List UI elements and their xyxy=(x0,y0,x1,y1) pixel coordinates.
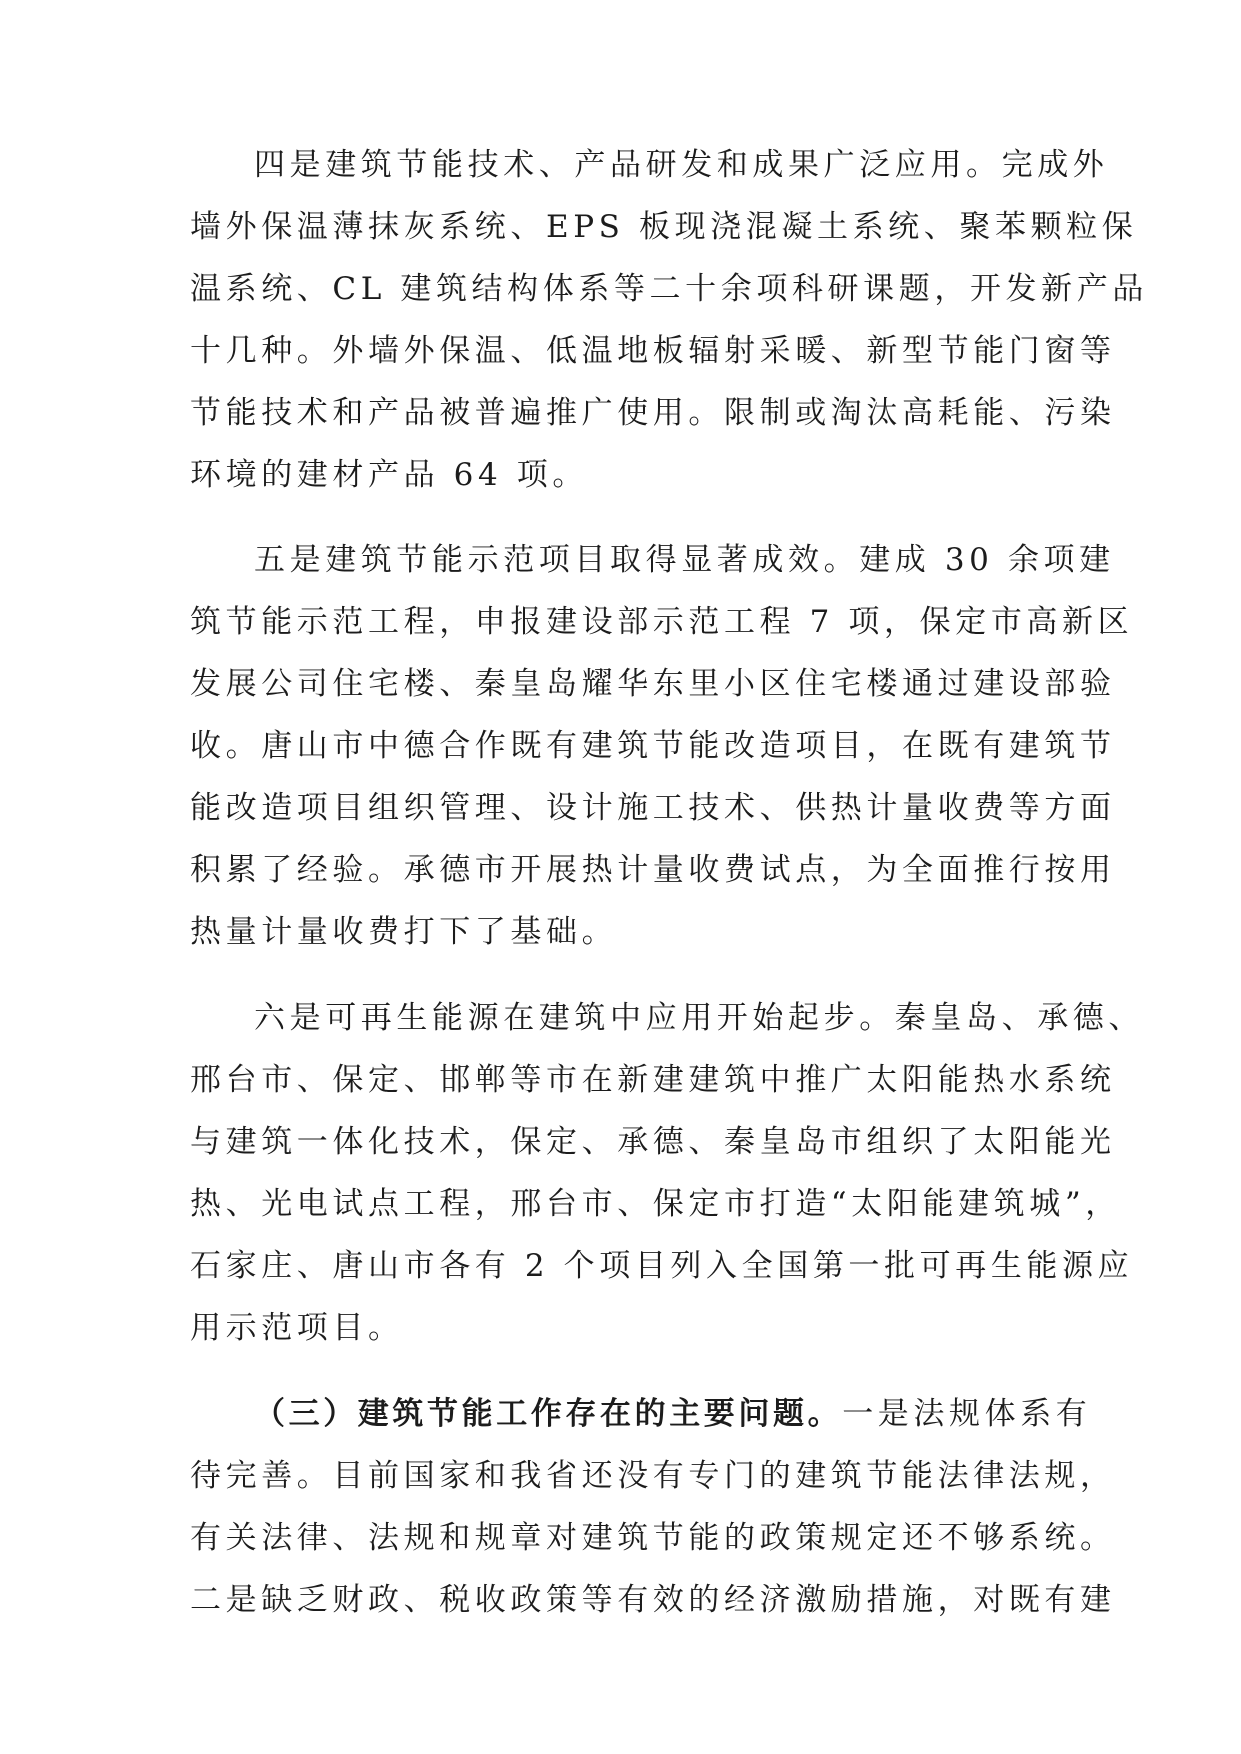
text-line xyxy=(0,134,1241,196)
paragraph-6-line-2: 邢台市、保定、邯郸等市在新建建筑中推广太阳能热水系统 xyxy=(190,1062,1116,1098)
section-3-line-3: 有关法律、法规和规章对建筑节能的政策规定还不够系统。 xyxy=(190,1520,1116,1556)
text-line xyxy=(0,196,1241,258)
paragraph-5-line-6: 积累了经验。承德市开展热计量收费试点，为全面推行按用 xyxy=(190,852,1116,888)
paragraph-5-line-5: 能改造项目组织管理、设计施工技术、供热计量收费等方面 xyxy=(190,790,1116,826)
paragraph-6-line-3: 与建筑一体化技术，保定、承德、秦皇岛市组织了太阳能光 xyxy=(190,1124,1116,1160)
text-line xyxy=(0,444,1241,506)
text-line xyxy=(0,258,1241,320)
paragraph-6-line-6: 用示范项目。 xyxy=(190,1310,404,1346)
section-3-line-1 xyxy=(254,1383,1091,1445)
paragraph-5-line-2: 筑节能示范工程，申报建设部示范工程 7 项，保定市高新区 xyxy=(190,604,1134,640)
section-3-line-4: 二是缺乏财政、税收政策等有效的经济激励措施，对既有建 xyxy=(190,1582,1116,1618)
paragraph-5-line-1: 五是建筑节能示范项目取得显著成效。建成 30 余项建 xyxy=(254,542,1115,578)
paragraph-4-line-1: 四是建筑节能技术、产品研发和成果广泛应用。完成外 xyxy=(254,147,1109,183)
text-line xyxy=(0,1173,1241,1235)
text-line xyxy=(0,529,1241,591)
text-line xyxy=(0,1445,1241,1507)
section-3-line-1-rest: 一是法规体系有 xyxy=(842,1396,1092,1432)
paragraph-6-line-4: 热、光电试点工程，邢台市、保定市打造“太阳能建筑城”， xyxy=(190,1186,1121,1222)
text-line xyxy=(0,777,1241,839)
text-line xyxy=(0,987,1241,1049)
paragraph-5-line-3: 发展公司住宅楼、秦皇岛耀华东里小区住宅楼通过建设部验 xyxy=(190,666,1116,702)
paragraph-4-line-5: 节能技术和产品被普遍推广使用。限制或淘汰高耗能、污染 xyxy=(190,395,1116,431)
text-line xyxy=(0,591,1241,653)
paragraph-4-line-2: 墙外保温薄抹灰系统、EPS 板现浇混凝土系统、聚苯颗粒保 xyxy=(190,209,1138,245)
paragraph-4-line-4: 十几种。外墙外保温、低温地板辐射采暖、新型节能门窗等 xyxy=(190,333,1116,369)
text-line xyxy=(0,320,1241,382)
text-line xyxy=(0,653,1241,715)
paragraph-4-line-3: 温系统、CL 建筑结构体系等二十余项科研课题，开发新产品 xyxy=(190,271,1148,307)
section-3-line-2: 待完善。目前国家和我省还没有专门的建筑节能法律法规， xyxy=(190,1458,1116,1494)
text-line xyxy=(0,1235,1241,1297)
text-line xyxy=(0,382,1241,444)
paragraph-5-line-7: 热量计量收费打下了基础。 xyxy=(190,914,618,950)
text-line xyxy=(0,1111,1241,1173)
paragraph-6-line-5: 石家庄、唐山市各有 2 个项目列入全国第一批可再生能源应 xyxy=(190,1248,1134,1284)
text-line xyxy=(0,1383,1241,1445)
section-heading: （三）建筑节能工作存在的主要问题。 xyxy=(254,1396,843,1432)
text-line xyxy=(0,901,1241,963)
paragraph-4-line-6: 环境的建材产品 64 项。 xyxy=(190,457,588,493)
paragraph-6-line-1: 六是可再生能源在建筑中应用开始起步。秦皇岛、承德、 xyxy=(254,1000,1144,1036)
text-line xyxy=(0,1049,1241,1111)
text-line xyxy=(0,1507,1241,1569)
text-line xyxy=(0,839,1241,901)
paragraph-5-line-4: 收。唐山市中德合作既有建筑节能改造项目，在既有建筑节 xyxy=(190,728,1116,764)
text-line xyxy=(0,1297,1241,1359)
text-line xyxy=(0,1569,1241,1631)
text-line xyxy=(0,715,1241,777)
